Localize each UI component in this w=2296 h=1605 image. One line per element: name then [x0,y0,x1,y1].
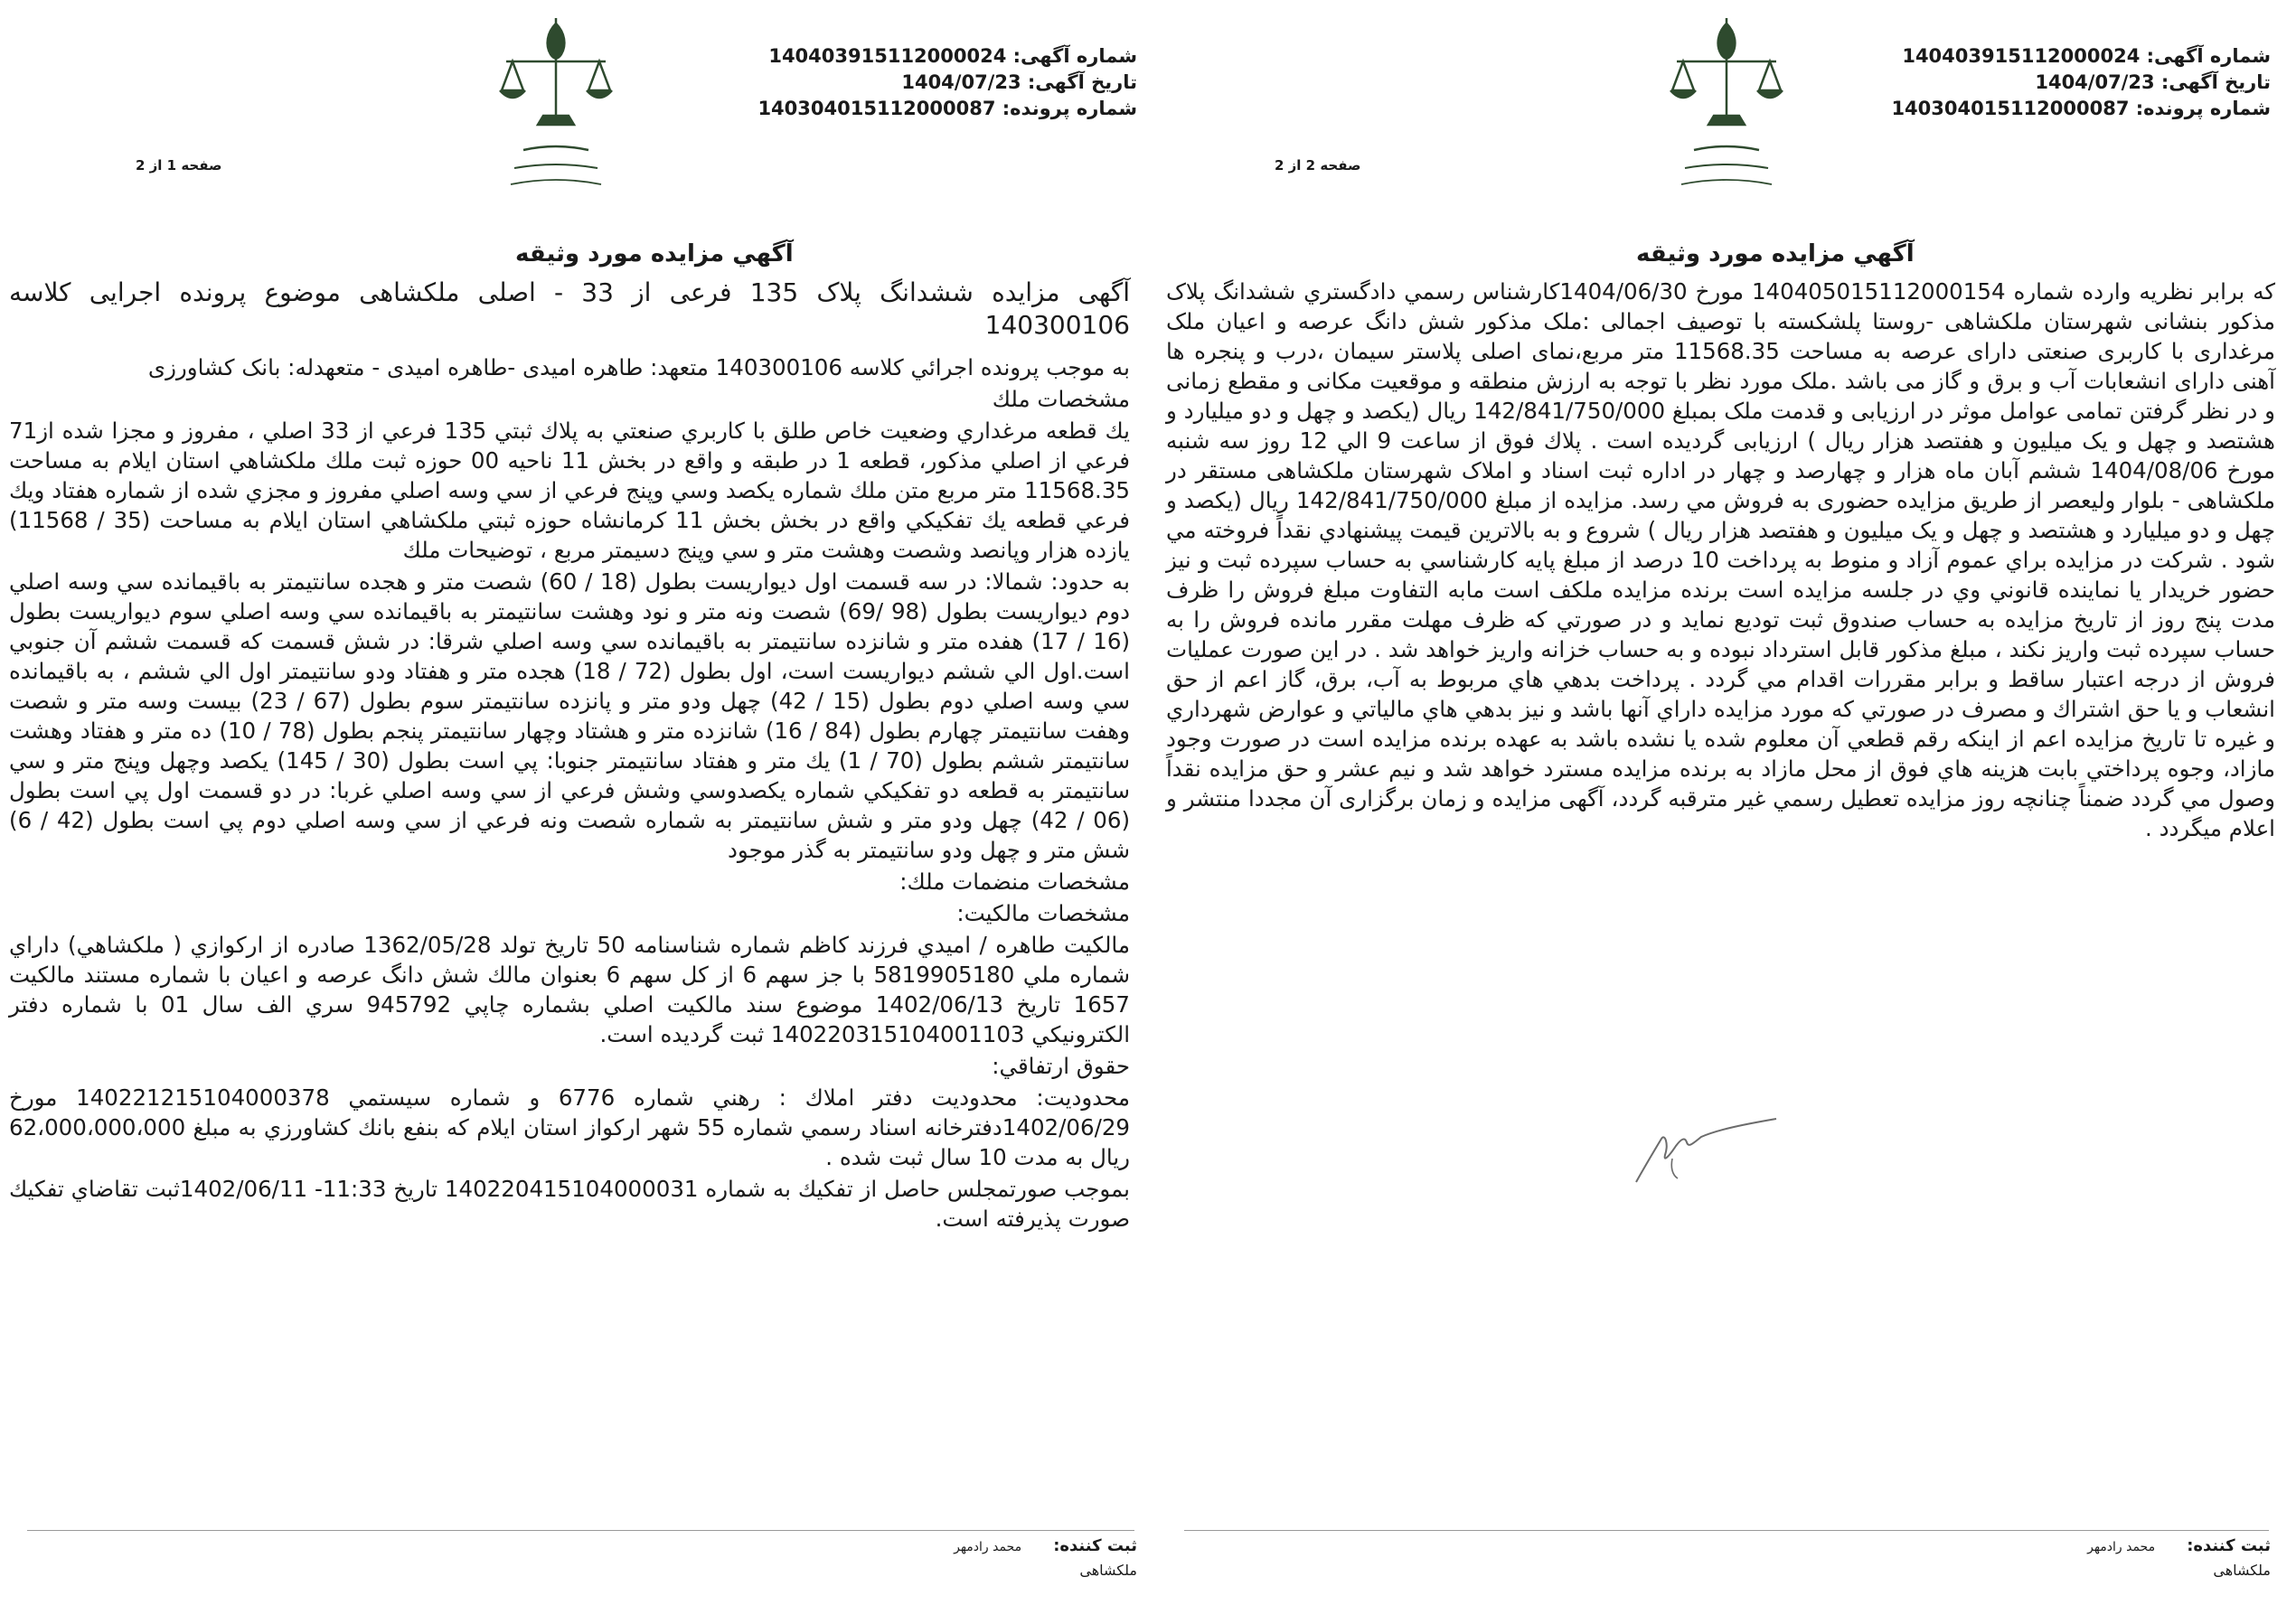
property-description: يك قطعه مرغداري وضعيت خاص طلق با كاربري صنعتي به پلاك ثبتي 135 فرعي از 33 اصلي ، مفروز و مجزا شده از71 فرعي از اصلي مذكور، قطعه 1 در طبقه و واقع در بخش 11 ناحيه 00 حوزه ثبت ملك ملكشاهي استان ايلام به مساحت 11568.35 متر مربع متن ملك شماره يكصد وسي وپنج فرعي از سي وسه اصلي مفروز و مجزي شده از شماره هفتاد ويك فرعي قطعه يك تفكيكي واقع در بخش بخش 11 كرمانشاه حوزه ثبتي ملكشاهي استان ايلام به مساحت (35 / 11568) يازده هزار وپانصد وشصت وهشت متر و سي وپنج دسيمتر مربع ، توضيحات ملك [9,418,1131,563]
subdivision: بموجب صورتمجلس حاصل از تفكيك به شماره 140220415104000031 تاريخ 11:33- 1402/06/11ثبت تقاضاي تفكيك صورت پذيرفته است. [9,1176,1130,1232]
section-heading: مشخصات مالكيت: [956,900,1130,926]
registrar-name: محمد رادمهر [2087,1540,2156,1554]
case-line: به موجب پرونده اجرائي كلاسه 140300106 متعهد: طاهره اميدی -طاهره امیدی - متعهدله: بانک کشاورزی [147,354,1130,380]
section-heading: مشخصات منضمات ملك: [899,868,1130,895]
footer-divider [1184,1530,2269,1531]
doc-title: آگهي مزايده مورد وثيقه [515,240,794,268]
notice-date: 1404/07/23 [2035,71,2155,93]
notice-date-row: تاریخ آگهی: 1404/07/23 [2035,71,2271,93]
file-number: 140304015112000087 [1891,98,2130,119]
file-number-row: شماره پرونده: 140304015112000087 [757,98,1137,119]
page-2 [1166,0,2296,1605]
section-heading: مشخصات ملك [992,386,1130,412]
notice-date: 1404/07/23 [901,71,1021,93]
boundaries: به حدود: شمالا: در سه قسمت اول ديواريست بطول (18 / 60) شصت متر و هجده سانتيمتر به باقيمانده سي وسه اصلي دوم ديواريست بطول (98 /69) شصت ونه متر و نود وهشت سانتيمتر به باقيمانده سي وسه اصلي سوم ديواريست بطول (16 / 17) هفده متر و شانزده سانتيمتر به باقيمانده سي وسه اصلي شرقا: در شش قسمت كه قسمت ششم آن جنوبي است.اول الي ششم ديواريست است، اول بطول (72 / 18) هجده متر و هفتاد ودو سانتيمتر اول الي ششم ، به باقيمانده سي وسه اصلي دوم بطول (15 / 42) چهل ودو متر و پانزده سانتيمتر سوم بطول (67 / 23) بيست وسه متر و شصت وهفت سانتيمتر چهارم بطول (84 / 16) شانزده متر و هشتاد وچهار سانتيمتر پنجم بطول (78 / 10) ده متر و هفتاد وهشت سانتيمتر ششم بطول (70 / 1) يك متر و هفتاد سانتيمتر جنوبا: پي است بطول (30 / 145) يكصد وچهل وپنج متر و سي سانتيمتر به قطعه دو تفكيكي شماره يكصدوسي وشش فرعي از سي وسه اصلي غربا: در دو قسمت اول پي است بطول (06 / 42) چهل ودو متر و شش سانتيمتر به شماره شصت ونه فرعي از سي وسه اصلي دوم پي است بطول (42 / 6) شش متر و چهل ودو سانتيمتر به گذر موجود [9,568,1131,863]
section-heading: حقوق ارتفاقي: [992,1053,1130,1079]
notice-number-row: شماره آگهی: 140403915112000024 [1902,45,2271,67]
restriction: محدوديت: محدوديت دفتر املاك : رهني شماره 6776 و شماره سيستمي 140221215104000378 مورخ 1402/06/29دفترخانه اسناد رسمي شماره 55 شهر اركواز استان ايلام كه بنفع بانك كشاورزي به مبلغ 62،000،000،000 ريال به مدت 10 سال ثبت شده . [9,1084,1131,1170]
notice-number-row: شماره آگهی: 140403915112000024 [768,45,1137,67]
notice-number: 140403915112000024 [768,45,1007,67]
registrar-label: ثبت کننده: [1053,1536,1137,1555]
registrar-name: محمد رادمهر [954,1540,1022,1554]
notice-date-row: تاریخ آگهی: 1404/07/23 [901,71,1137,93]
ownership: مالكيت طاهره / اميدي فرزند كاظم شماره شناسنامه 50 تاريخ تولد 1362/05/28 صادره از اركوازي ( ملكشاهي) داراي شماره ملي 5819905180 با جز سهم 6 از كل سهم 6 بعنوان مالك شش دانگ عرصه و اعيان با شماره مستند مالكيت 1657 تاريخ 1402/06/13 موضوع سند مالكيت اصلي بشماره چاپي 945792 سري الف سال 01 با شماره دفتر الكترونيكي 140220315104001103 ثبت گرديده است. [9,932,1131,1047]
notice-number: 140403915112000024 [1902,45,2141,67]
footer-divider [27,1530,1134,1531]
header-meta [757,43,1137,122]
subject-line: آگهی مزایده ششدانگ پلاک 135 فرعی از 33 - اصلی ملکشاهی موضوع پرونده اجرایی کلاسه 140300106 [9,277,1131,340]
judiciary-emblem-icon [493,7,619,202]
signature-icon [1618,1103,1790,1193]
page-1 [0,0,1141,1605]
page-indicator: صفحه 2 از 2 [1275,157,1361,174]
header-meta [1891,43,2271,122]
body-text [9,277,1130,1235]
auction-terms: كه برابر نظريه وارده شماره 140405015112000154 مورخ 1404/06/30كارشناس رسمي دادگستري ششدانگ پلاک مذکور بنشانی شهرستان ملکشاهی -روستا پلشکسته با توصیف اجمالی :ملک مذکور شش دانگ عرصه و اعیان ملک مرغداری با کاربری صنعتی دارای عرصه به مساحت 11568.35 متر مربع،نمای اصلی پلاستر سیمان ،درب و پنجره ها آهنی دارای انشعابات آب و برق و گاز می باشد .ملک مورد نظر با توجه به ارزش منطقه و موقعیت مکانی و مقطع زمانی و در نظر گرفتن تمامی عوامل موثر در ارزیابی و قدمت ملک بمبلغ 142/841/750/000 ریال (یکصد و چهل و دو میلیارد و هشتصد و چهل و یک میلیون و هفتصد هزار ریال ) ارزیابی گردیده است . پلاك فوق از ساعت 9 الي 12 روز سه شنبه مورخ 1404/08/06 ششم آبان ماه هزار و چهارصد و چهار در اداره ثبت اسناد و املاک شهرستان ملکشاهی مستقر در ملکشاهی - بلوار ولیعصر از طريق مزايده حضوری به فروش مي رسد. مزايده از مبلغ 142/841/750/000 ریال (یکصد و چهل و دو میلیارد و هشتصد و چهل و یک میلیون و هفتصد هزار ريال ) شروع و به بالاترين قيمت پيشنهادي نقداً فروخته مي شود . شركت در مزايده براي عموم آزاد و منوط به پرداخت 10 درصد از مبلغ پايه كارشناسي به حساب سپرده ثبت و نيز حضور خريدار يا نماينده قانوني وي در جلسه مزايده است برنده مزايده ملكف است مابه التفاوت مبلغ فروش را ظرف مدت پنج روز از تاريخ مزايده به حساب صندوق ثبت توديع نمايد و در صورتي كه ظرف مهلت مقرر مانده فروش را به حساب سپرده ثبت واريز نكند ، مبلغ مذكور قابل استرداد نبوده و به حساب خزانه واريز خواهد شد . در اين صورت عمليات فروش از درجه اعتبار ساقط و برابر مقررات اقدام مي گردد . پرداخت بدهي هاي مربوط به آب، برق، گاز اعم از حق انشعاب و يا حق اشتراك و مصرف در صورتي كه مورد مزايده داراي آنها باشد و نيز بدهي هاي مالياتي و عوارض شهرداري و غيره تا تاريخ مزايده اعم از اينكه رقم قطعي آن معلوم شده يا نشده باشد به عهده برنده مزايده است در صورت وجود مازاد، وجوه پرداختي بابت هزينه هاي فوق از محل مازاد به برنده مزايده مسترد خواهد شد و نيم عشر و حق مزايده نقداً وصول مي گردد ضمناً چنانچه روز مزايده تعطيل رسمي غير مترقبه گردد، آگهی مزایده و زمان برگزاری آن مجددا منتشر و اعلام میگردد . [1166,278,2276,841]
doc-title: آگهي مزايده مورد وثيقه [1636,240,1915,268]
footer [954,1535,1137,1582]
judiciary-emblem-icon [1663,7,1790,202]
page-indicator: صفحه 1 از 2 [136,157,222,174]
registrar-label: ثبت کننده: [2187,1536,2271,1555]
file-number-row: شماره پرونده: 140304015112000087 [1891,98,2271,119]
registrar-city: ملکشاهی [2213,1562,2271,1579]
registrar-city: ملکشاهی [1079,1562,1137,1579]
body-text [1166,277,2275,845]
file-number: 140304015112000087 [757,98,996,119]
footer [2087,1535,2271,1582]
